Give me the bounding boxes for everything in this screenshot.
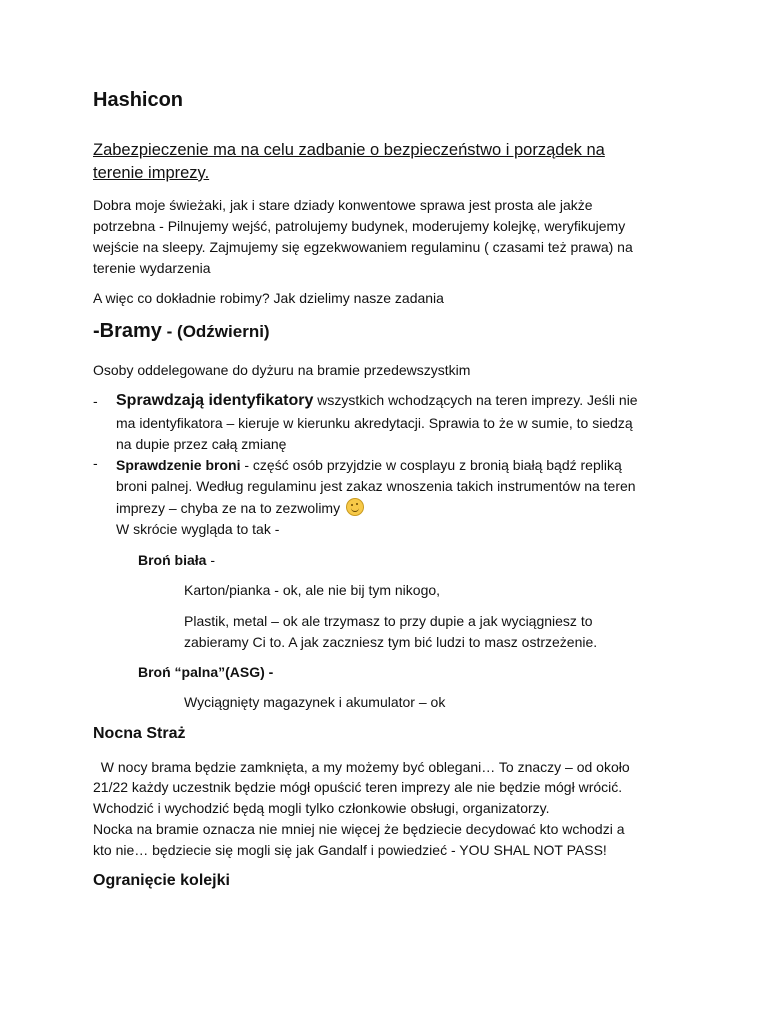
nocna-line-1: W nocy brama będzie zamknięta, a my możemy być oblegani… To znaczy – od około xyxy=(93,759,630,775)
bron-biala-item-2-line-1: Plastik, metal – ok ale trzymasz to przy dupie a jak wyciągniesz to xyxy=(184,613,593,629)
bullet-2-line-4: W skrócie wygląda to tak - xyxy=(116,521,280,537)
document-title: Hashicon xyxy=(93,89,184,111)
bramy-heading xyxy=(93,320,270,343)
intro-line-2: potrzebna - Pilnujemy wejść, patrolujemy budynek, moderujemy kolejkę, weryfikujemy xyxy=(93,218,626,234)
bullet-2-line-3-text: imprezy – chyba ze na to zezwolimy xyxy=(116,500,341,516)
nocna-line-5: kto nie… będziecie się mogli się jak Gandalf i powiedzieć - YOU SHAL NOT PASS! xyxy=(93,842,607,858)
nocna-line-2: 21/22 każdy uczestnik będzie mógł opuścić teren imprezy ale nie będzie mógł wrócić. xyxy=(93,779,623,795)
bron-biala-heading xyxy=(138,550,215,571)
bron-biala-item-2-line-2: zabieramy Ci to. A jak zaczniesz tym bić ludzi to masz ostrzeżenie. xyxy=(184,634,598,650)
bullet-dash-1: - xyxy=(93,393,98,409)
subtitle-line-1: Zabezpieczenie ma na celu zadbanie o bezpieczeństwo i porządek na xyxy=(93,141,605,159)
bullet-1-line-1 xyxy=(116,390,638,411)
bron-biala-item-1: Karton/pianka - ok, ale nie bij tym nikogo, xyxy=(184,582,441,598)
bullet-1-line-3: na dupie przez całą zmianę xyxy=(116,436,287,452)
bullet-2-line-3 xyxy=(116,498,364,519)
intro-line-1: Dobra moje świeżaki, jak i stare dziady konwentowe sprawa jest prosta ale jakże xyxy=(93,197,593,213)
bron-palna-label: Broń “palna”(ASG) - xyxy=(138,664,274,680)
bullet-dash-2: - xyxy=(93,455,98,471)
intro-line-4: terenie wydarzenia xyxy=(93,260,211,276)
bullet-1-text: wszystkich wchodzących na teren imprezy. Jeśli nie xyxy=(313,392,638,408)
nocna-line-3: Wchodzić i wychodzić będą mogli tylko członkowie obsługi, organizatorzy. xyxy=(93,800,550,816)
subtitle-line-2: terenie imprezy. xyxy=(93,164,210,182)
bullet-1-bold: Sprawdzają identyfikatory xyxy=(116,392,314,409)
nocna-straz-heading: Nocna Straż xyxy=(93,725,186,742)
bullet-2-line-1 xyxy=(116,455,622,476)
bron-biala-label: Broń biała xyxy=(138,552,207,568)
bullet-2-bold: Sprawdzenie broni xyxy=(116,457,241,473)
bullet-2-line-2: broni palnej. Według regulaminu jest zakaz wnoszenia takich instrumentów na teren xyxy=(116,478,636,494)
bramy-intro: Osoby oddelegowane do dyżuru na bramie przedewszystkim xyxy=(93,362,471,378)
bramy-subtitle: - (Odźwierni) xyxy=(161,322,270,341)
nocna-line-4: Nocka na bramie oznacza nie mniej nie więcej że będziecie decydować kto wchodzi a xyxy=(93,821,625,837)
bron-biala-suffix: - xyxy=(206,552,216,568)
bron-palna-item-1: Wyciągnięty magazynek i akumulator – ok xyxy=(184,694,446,710)
bron-palna-heading xyxy=(138,662,273,683)
intro-line-3: wejście na sleepy. Zajmujemy się egzekwowaniem regulaminu ( czasami też prawa) na xyxy=(93,239,633,255)
bullet-2-text: - część osób przyjdzie w cosplayu z bronią białą bądź repliką xyxy=(240,457,622,473)
bullet-1-line-2: ma identyfikatora – kieruje w kierunku akredytacji. Sprawia to że w sumie, to siedzą xyxy=(116,415,633,431)
wink-emoji-icon xyxy=(346,498,364,516)
question-line: A więc co dokładnie robimy? Jak dzielimy nasze zadania xyxy=(93,290,444,306)
bramy-title: -Bramy xyxy=(93,320,162,342)
kolejka-heading: Ogranięcie kolejki xyxy=(93,872,230,889)
